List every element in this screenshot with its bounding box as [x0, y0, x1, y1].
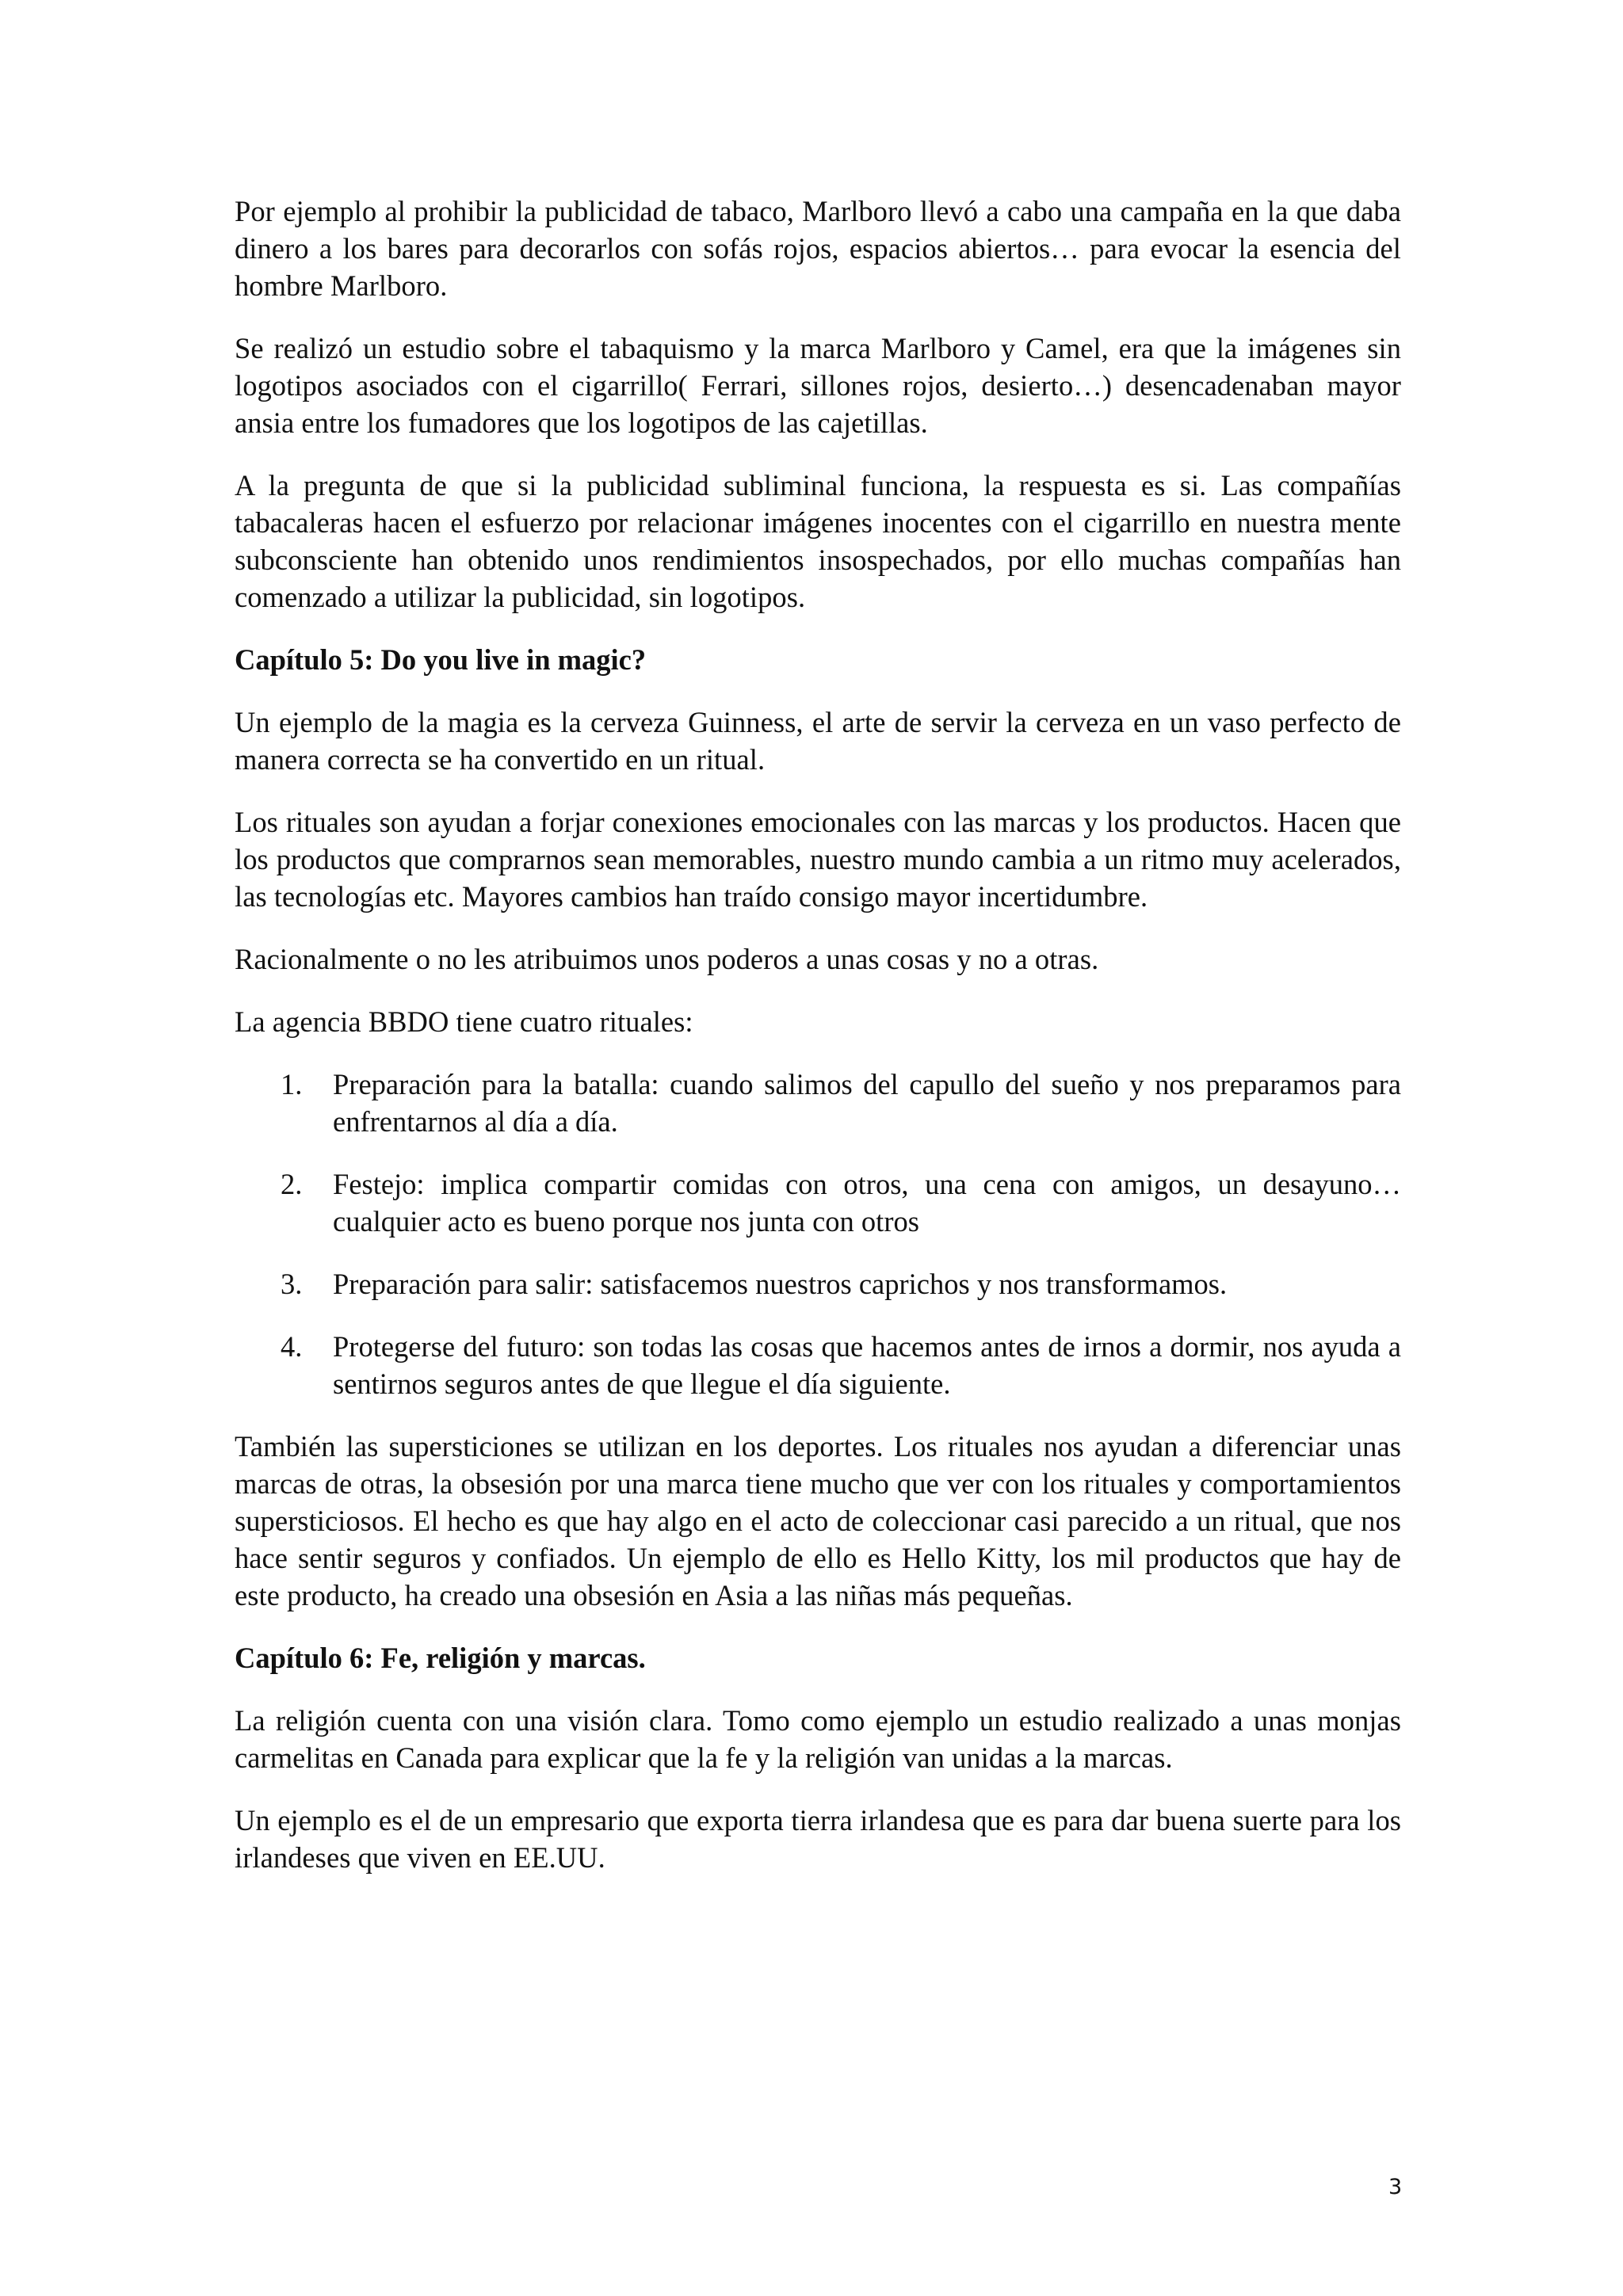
paragraph-subliminal-advertising: A la pregunta de que si la publicidad subliminal funciona, la respuesta es si. Las compañías tabacaleras hacen el esfuerzo por relacionar imágenes inocentes con el cigarrillo en nuestra mente subconsciente han obtenido unos rendimientos insospechados, por ello muchas compañías han comenzado a utilizar la publicidad, sin logotipos. [235, 469, 1401, 613]
list-item-text: Preparación para la batalla: cuando salimos del capullo del sueño y nos preparamos para enfrentarnos al día a día. [333, 1068, 1401, 1138]
rituals-list [235, 1066, 1401, 1402]
paragraph-rituals-connections: Los rituales son ayudan a forjar conexiones emocionales con las marcas y los productos. Hacen que los productos que comprarnos sean memorables, nuestro mundo cambia a un ritmo muy acelerados, las tecnologías etc. Mayores cambios han traído consigo mayor incertidumbre. [235, 806, 1401, 913]
list-item-number: 1. [281, 1068, 303, 1100]
list-item-number: 2. [281, 1168, 303, 1200]
list-item [235, 1165, 1401, 1240]
chapter-6-heading: Capítulo 6: Fe, religión y marcas. [235, 1642, 646, 1674]
page-number: 3 [1388, 2175, 1403, 2199]
chapter-5-heading: Capítulo 5: Do you live in magic? [235, 643, 647, 676]
list-item-text: Festejo: implica compartir comidas con otros, una cena con amigos, un desayuno… cualquier acto es bueno porque nos junta con otros [333, 1168, 1401, 1238]
paragraph-irish-soil: Un ejemplo es el de un empresario que exporta tierra irlandesa que es para dar buena suerte para los irlandeses que viven en EE.UU. [235, 1804, 1401, 1874]
document-page [235, 193, 1401, 1901]
list-item [235, 1328, 1401, 1402]
list-item-text: Preparación para salir: satisfacemos nuestros caprichos y nos transformamos. [333, 1268, 1228, 1300]
paragraph-marlboro-campaign: Por ejemplo al prohibir la publicidad de tabaco, Marlboro llevó a cabo una campaña en la que daba dinero a los bares para decorarlos con sofás rojos, espacios abiertos… para evocar la esencia del hombre Marlboro. [235, 195, 1401, 302]
list-item [235, 1265, 1401, 1302]
paragraph-powers-attribution: Racionalmente o no les atribuimos unos poderos a unas cosas y no a otras. [235, 943, 1099, 975]
list-item-number: 3. [281, 1268, 303, 1300]
paragraph-tobacco-study: Se realizó un estudio sobre el tabaquismo y la marca Marlboro y Camel, era que la imágenes sin logotipos asociados con el cigarrillo( Ferrari, sillones rojos, desierto…) desencadenaban mayor ansia entre los fumadores que los logotipos de las cajetillas. [235, 332, 1401, 439]
paragraph-guinness-ritual: Un ejemplo de la magia es la cerveza Guinness, el arte de servir la cerveza en un vaso perfecto de manera correcta se ha convertido en un ritual. [235, 706, 1401, 776]
list-item-number: 4. [281, 1330, 303, 1363]
paragraph-bbdo-intro: La agencia BBDO tiene cuatro rituales: [235, 1005, 693, 1038]
list-item [235, 1066, 1401, 1140]
paragraph-religion-vision: La religión cuenta con una visión clara. Tomo como ejemplo un estudio realizado a unas monjas carmelitas en Canada para explicar que la fe y la religión van unidas a la marcas. [235, 1704, 1401, 1774]
paragraph-superstitions: También las supersticiones se utilizan en los deportes. Los rituales nos ayudan a diferenciar unas marcas de otras, la obsesión por una marca tiene mucho que ver con los rituales y comportamientos supersticiosos. El hecho es que hay algo en el acto de coleccionar casi parecido a un ritual, que nos hace sentir seguros y confiados. Un ejemplo de ello es Hello Kitty, los mil productos que hay de este producto, ha creado una obsesión en Asia a las niñas más pequeñas. [235, 1430, 1401, 1611]
list-item-text: Protegerse del futuro: son todas las cosas que hacemos antes de irnos a dormir, nos ayuda a sentirnos seguros antes de que llegue el día siguiente. [333, 1330, 1401, 1400]
